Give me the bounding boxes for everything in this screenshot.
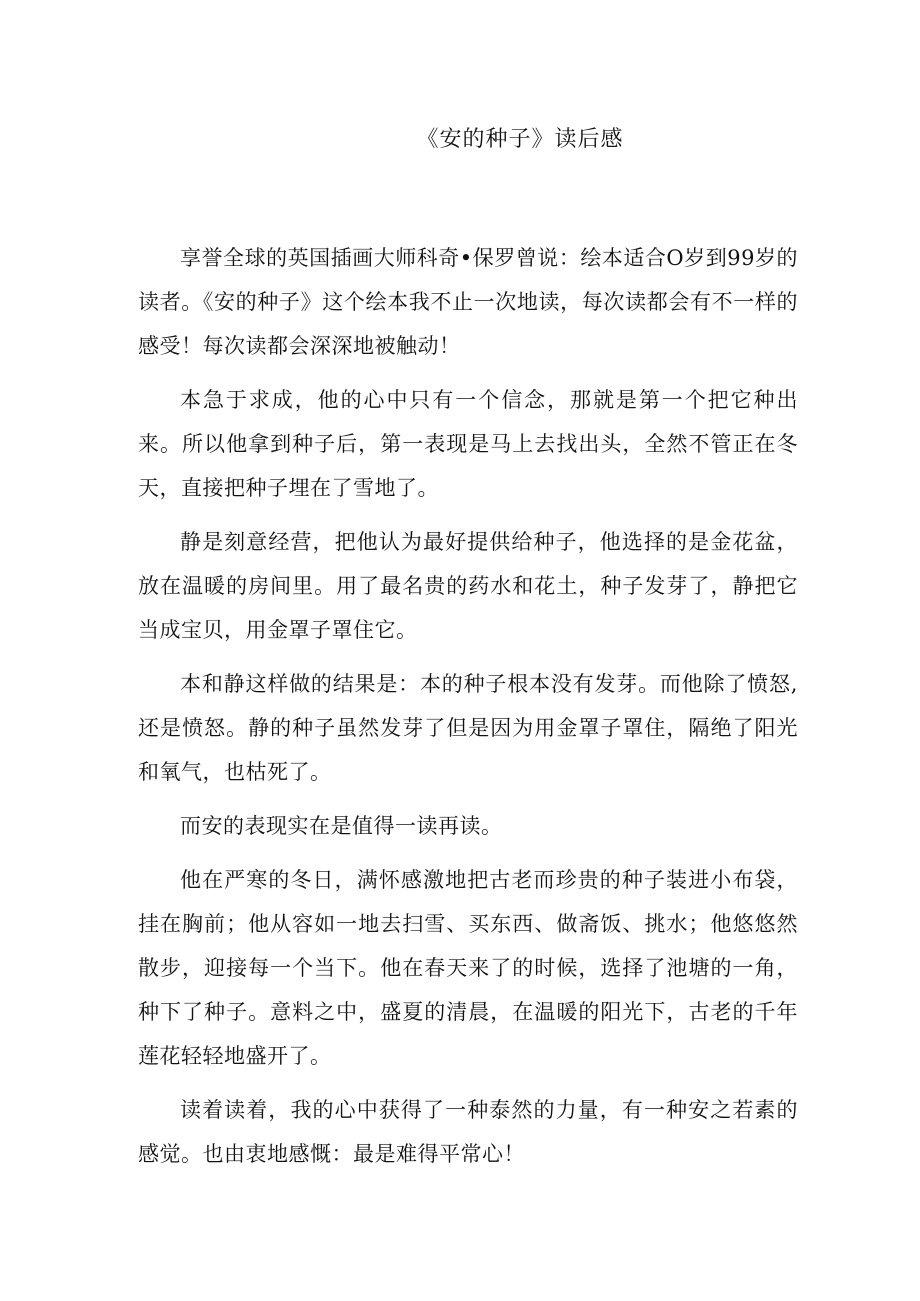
paragraph-6: 他在严寒的冬日，满怀感激地把古老而珍贵的种子装进小布袋，挂在胸前；他从容如一地去扫雪、买东西、做斋饭、挑水；他悠悠然散步，迎接每一个当下。他在春天来了的时候，选择了池塘的一角，种下了种子。意料之中，盛夏的清晨，在温暖的阳光下，古老的千年莲花轻轻地盛开了。 [138, 868, 798, 1068]
paragraph-1: 享誉全球的英国插画大师科奇•保罗曾说：绘本适合O岁到99岁的读者。《安的种子》这个绘本我不止一次地读，每次读都会有不一样的感受！每次读都会深深地被触动！ [138, 246, 798, 358]
document-body [138, 236, 798, 1186]
document-title: 《安的种子》读后感 [416, 127, 624, 152]
paragraph-4: 本和静这样做的结果是：本的种子根本没有发芽。而他除了愤怒,还是愤怒。静的种子虽然发芽了但是因为用金罩子罩住，隔绝了阳光和氧气，也枯死了。 [138, 672, 798, 784]
paragraph-2: 本急于求成，他的心中只有一个信念，那就是第一个把它种出来。所以他拿到种子后，第一表现是马上去找出头，全然不管正在冬天，直接把种子埋在了雪地了。 [138, 388, 798, 500]
paragraph-5: 而安的表现实在是值得一读再读。 [180, 814, 503, 838]
paragraph-7: 读着读着，我的心中获得了一种泰然的力量，有一种安之若素的感觉。也由衷地感慨：最是难得平常心！ [138, 1098, 798, 1166]
paragraph-3: 静是刻意经营，把他认为最好提供给种子，他选择的是金花盆，放在温暖的房间里。用了最名贵的药水和花土，种子发芽了，静把它当成宝贝，用金罩子罩住它。 [138, 530, 798, 642]
